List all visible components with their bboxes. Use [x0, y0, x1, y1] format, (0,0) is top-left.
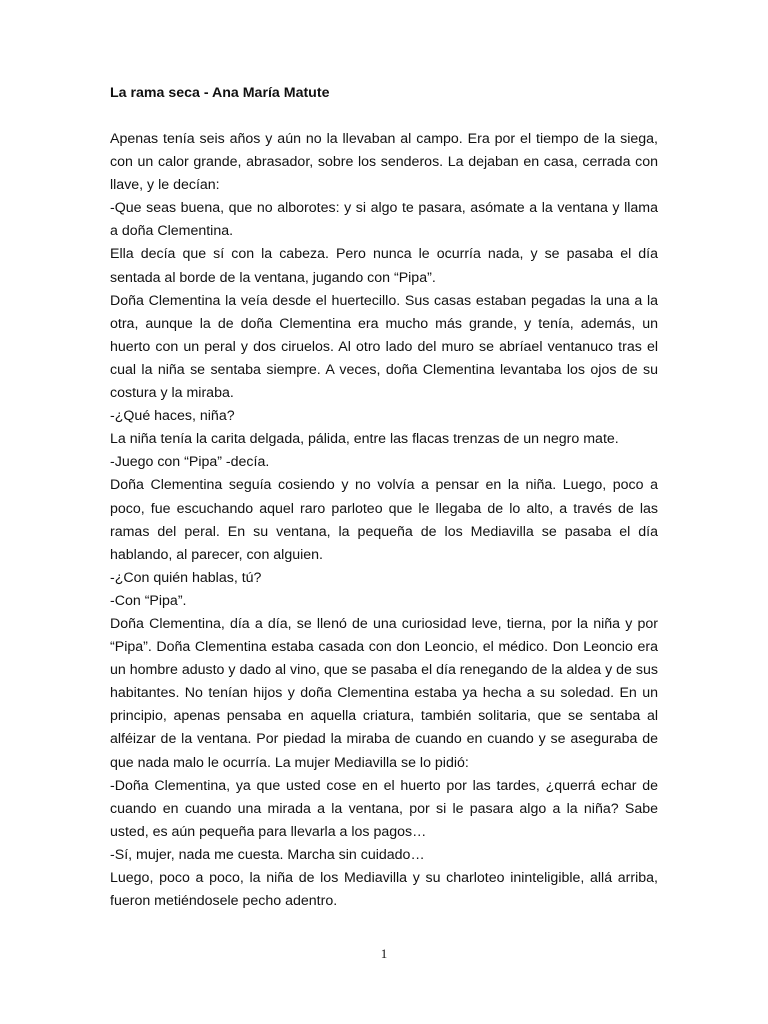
paragraph: Ella decía que sí con la cabeza. Pero nunca le ocurría nada, y se pasaba el día sentada al borde de la ventana, jugando con “Pipa”. — [110, 246, 658, 286]
document-title: La rama seca - Ana María Matute — [110, 85, 330, 101]
paragraph: Doña Clementina la veía desde el huertecillo. Sus casas estaban pegadas la una a la otra, aunque la de doña Clementina era mucho más grande, y tenía, además, un huerto con un peral y dos ciruelos. Al otro lado del muro se abríael ventanuco tras el cual la niña se sentaba siempre. A veces, doña Clementina levantaba los ojos de su costura y la miraba. — [110, 292, 658, 402]
paragraph: -Sí, mujer, nada me cuesta. Marcha sin cuidado… — [110, 846, 425, 863]
paragraph: Doña Clementina, día a día, se llenó de una curiosidad leve, tierna, por la niña y por “Pipa”. Doña Clementina estaba casada con don Leoncio, el médico. Don Leoncio era un hombre adusto y dado al vino, que se pasaba el día renegando de la aldea y de sus habitantes. No tenían hijos y doña Clementina estaba ya hecha a su soledad. En un principio, apenas pensaba en aquella criatura, también solitaria, que se sentaba al alféizar de la ventana. Por piedad la miraba de cuando en cuando y se aseguraba de que nada malo le ocurría. La mujer Mediavilla se lo pidió: — [110, 615, 658, 771]
paragraph: Luego, poco a poco, la niña de los Mediavilla y su charloteo ininteligible, allá arriba, fueron metiéndosele pecho adentro. — [110, 870, 658, 910]
paragraph: -Con “Pipa”. — [110, 592, 187, 609]
paragraph: -¿Con quién hablas, tú? — [110, 569, 262, 586]
paragraph: -¿Qué haces, niña? — [110, 408, 235, 425]
paragraph: -Juego con “Pipa” -decía. — [110, 454, 270, 471]
paragraph: -Doña Clementina, ya que usted cose en el huerto por las tardes, ¿querrá echar de cuando en cuando una mirada a la ventana, por si le pasara algo a la niña? Sabe usted, es aún pequeña para llevarla a los pagos… — [110, 777, 658, 840]
paragraph: -Que seas buena, que no alborotes: y si algo te pasara, asómate a la ventana y llama a doña Clementina. — [110, 200, 658, 240]
document-body — [110, 128, 658, 913]
paragraph: La niña tenía la carita delgada, pálida, entre las flacas trenzas de un negro mate. — [110, 431, 619, 448]
paragraph: Apenas tenía seis años y aún no la llevaban al campo. Era por el tiempo de la siega, con un calor grande, abrasador, sobre los senderos. La dejaban en casa, cerrada con llave, y le decían: — [110, 131, 658, 194]
paragraph: Doña Clementina seguía cosiendo y no volvía a pensar en la niña. Luego, poco a poco, fue escuchando aquel raro parloteo que le llegaba de lo alto, a través de las ramas del peral. En su ventana, la pequeña de los Mediavilla se pasaba el día hablando, al parecer, con alguien. — [110, 477, 658, 563]
page-number: 1 — [380, 946, 388, 961]
